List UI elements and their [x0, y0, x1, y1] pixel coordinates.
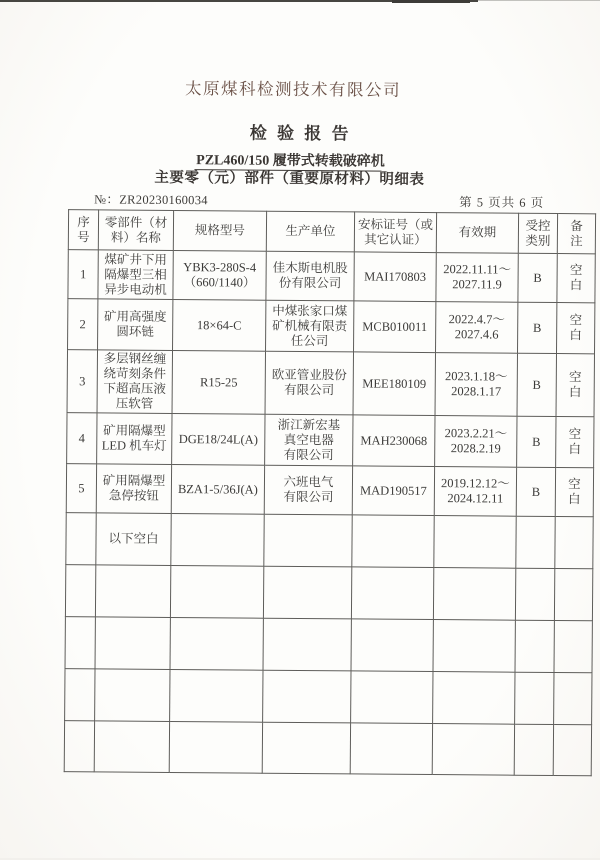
empty-row: [65, 565, 592, 621]
empty-cell: [169, 721, 262, 773]
empty-cell: [434, 516, 516, 569]
cell-no: 3: [67, 350, 97, 413]
empty-cell: [95, 617, 170, 670]
empty-cell: [433, 672, 515, 725]
table-row: [66, 464, 593, 517]
header-cell-remark: 备 注: [557, 214, 595, 254]
cell-control_class: B: [518, 302, 557, 353]
report-number: №：ZR20230160034: [94, 192, 208, 208]
cell-control_class: B: [517, 416, 556, 467]
empty-cell: [263, 618, 351, 671]
cell-producer: 欧亚管业股份 有限公司: [265, 351, 353, 415]
cell-name: 矿用隔爆型 急停按钮: [96, 464, 171, 514]
empty-cell: [263, 670, 351, 723]
table-row: [67, 413, 594, 468]
empty-cell: [170, 669, 263, 722]
parts-table-body: [64, 250, 595, 776]
cell-name: 矿用高强度 圆环链: [98, 299, 173, 351]
cell-control_class: B: [516, 467, 555, 516]
empty-cell: [351, 619, 433, 672]
cell-remark: 空 白: [557, 303, 595, 354]
cell-no: 1: [68, 250, 98, 299]
cell-cert_no: MCB010011: [354, 301, 436, 353]
empty-cell: [171, 513, 264, 566]
cell-remark: 空 白: [557, 254, 595, 303]
empty-cell: [515, 568, 554, 620]
cell-model: R15-25: [172, 350, 265, 414]
empty-cell: [554, 621, 592, 673]
empty-cell: [65, 617, 95, 669]
header-cell-model: 规格型号: [173, 210, 266, 251]
empty-row: [64, 721, 591, 776]
meta-row: [2, 189, 600, 212]
empty-cell: [352, 515, 434, 568]
empty-cell: [433, 620, 515, 673]
page-indicator: 第 5 页共 6 页: [459, 195, 545, 210]
empty-cell: [514, 724, 553, 775]
empty-cell: [170, 617, 263, 670]
cell-remark: 空 白: [556, 354, 594, 417]
cell-model: 18×64-C: [173, 299, 266, 351]
empty-cell: [66, 513, 96, 565]
empty-cell: [432, 724, 514, 776]
empty-cell: [351, 567, 433, 620]
empty-cell: [95, 565, 170, 618]
below-blank-note: 以下空白: [96, 513, 171, 566]
report-title: 检 验 报 告: [249, 123, 352, 144]
cell-name: 煤矿井下用 隔爆型三相 异步电动机: [98, 250, 173, 300]
empty-cell: [65, 669, 95, 721]
empty-cell: [65, 565, 95, 617]
cell-no: 5: [66, 464, 96, 513]
empty-cell: [554, 569, 592, 621]
empty-cell: [94, 721, 169, 773]
cell-cert_no: MAH230068: [353, 415, 435, 467]
empty-cell: [515, 672, 554, 724]
cell-model: DGE18/24L(A): [172, 413, 265, 465]
empty-cell: [515, 620, 554, 672]
empty-cell: [95, 669, 170, 722]
empty-row: [65, 617, 592, 673]
cell-name: 矿用隔爆型 LED 机车灯: [97, 413, 172, 465]
empty-cell: [516, 516, 555, 568]
cell-control_class: B: [518, 253, 557, 302]
cell-cert_no: MEE180109: [353, 352, 435, 416]
cell-validity: 2019.12.12～ 2024.12.11: [434, 467, 516, 517]
cell-cert_no: MAD190517: [352, 466, 434, 516]
header-row: [68, 210, 595, 254]
table-row: [67, 350, 594, 417]
cell-control_class: B: [517, 353, 556, 416]
cell-no: 4: [67, 413, 97, 464]
header-cell-producer: 生产单位: [266, 211, 354, 252]
company-title: 太原煤科检测技术有限公司: [184, 79, 402, 100]
cell-validity: 2022.11.11～ 2027.11.9: [436, 253, 518, 303]
empty-cell: [264, 514, 352, 567]
table-row: [68, 299, 595, 354]
cell-no: 2: [68, 299, 98, 350]
empty-cell: [263, 566, 351, 619]
empty-cell: [170, 565, 263, 618]
cell-model: YBK3-280S-4 （660/1140）: [173, 250, 266, 300]
empty-cell: [555, 517, 593, 569]
parts-table-header: [68, 210, 595, 254]
header-cell-no: 序 号: [68, 210, 98, 250]
cell-remark: 空 白: [555, 468, 593, 517]
empty-cell: [554, 673, 592, 725]
empty-cell: [553, 724, 591, 775]
empty-row: [65, 669, 592, 725]
cell-name: 多层钢丝缠 绕苛刻条件 下超高压液 压软管: [97, 350, 172, 414]
cell-producer: 浙江新宏基 真空电器 有限公司: [265, 414, 353, 466]
table-row: [68, 250, 595, 303]
below-blank-row: [66, 513, 593, 569]
cell-producer: 佳木斯电机股 份有限公司: [266, 251, 354, 301]
empty-cell: [64, 721, 94, 772]
empty-cell: [350, 723, 432, 775]
cell-remark: 空 白: [556, 417, 594, 468]
header-cell-validity: 有效期: [436, 213, 518, 254]
product-model-underlined-text: PZL460/150 履带式转载破碎机: [194, 153, 387, 172]
cell-validity: 2022.4.7～ 2027.4.6: [436, 302, 518, 354]
empty-cell: [262, 722, 350, 774]
cell-producer: 六班电气 有限公司: [264, 465, 352, 515]
cell-validity: 2023.2.21～ 2028.2.19: [435, 416, 517, 468]
header-cell-name: 零部件（材 料）名称: [98, 210, 173, 251]
parts-table: [64, 209, 596, 776]
cell-cert_no: MAI170803: [354, 252, 436, 302]
list-subtitle: 主要零（元）部件（重要原材料）明细表: [154, 169, 425, 188]
empty-cell: [351, 671, 433, 724]
cell-validity: 2023.1.18～ 2028.1.17: [435, 353, 517, 417]
header-cell-cert: 安标证号（或 其它认证）: [354, 212, 436, 253]
empty-cell: [433, 568, 515, 621]
header-cell-control: 受控 类别: [518, 213, 557, 253]
cell-producer: 中煤张家口煤 矿机械有限责 任公司: [266, 300, 354, 352]
cell-model: BZA1-5/36J(A): [171, 464, 264, 514]
